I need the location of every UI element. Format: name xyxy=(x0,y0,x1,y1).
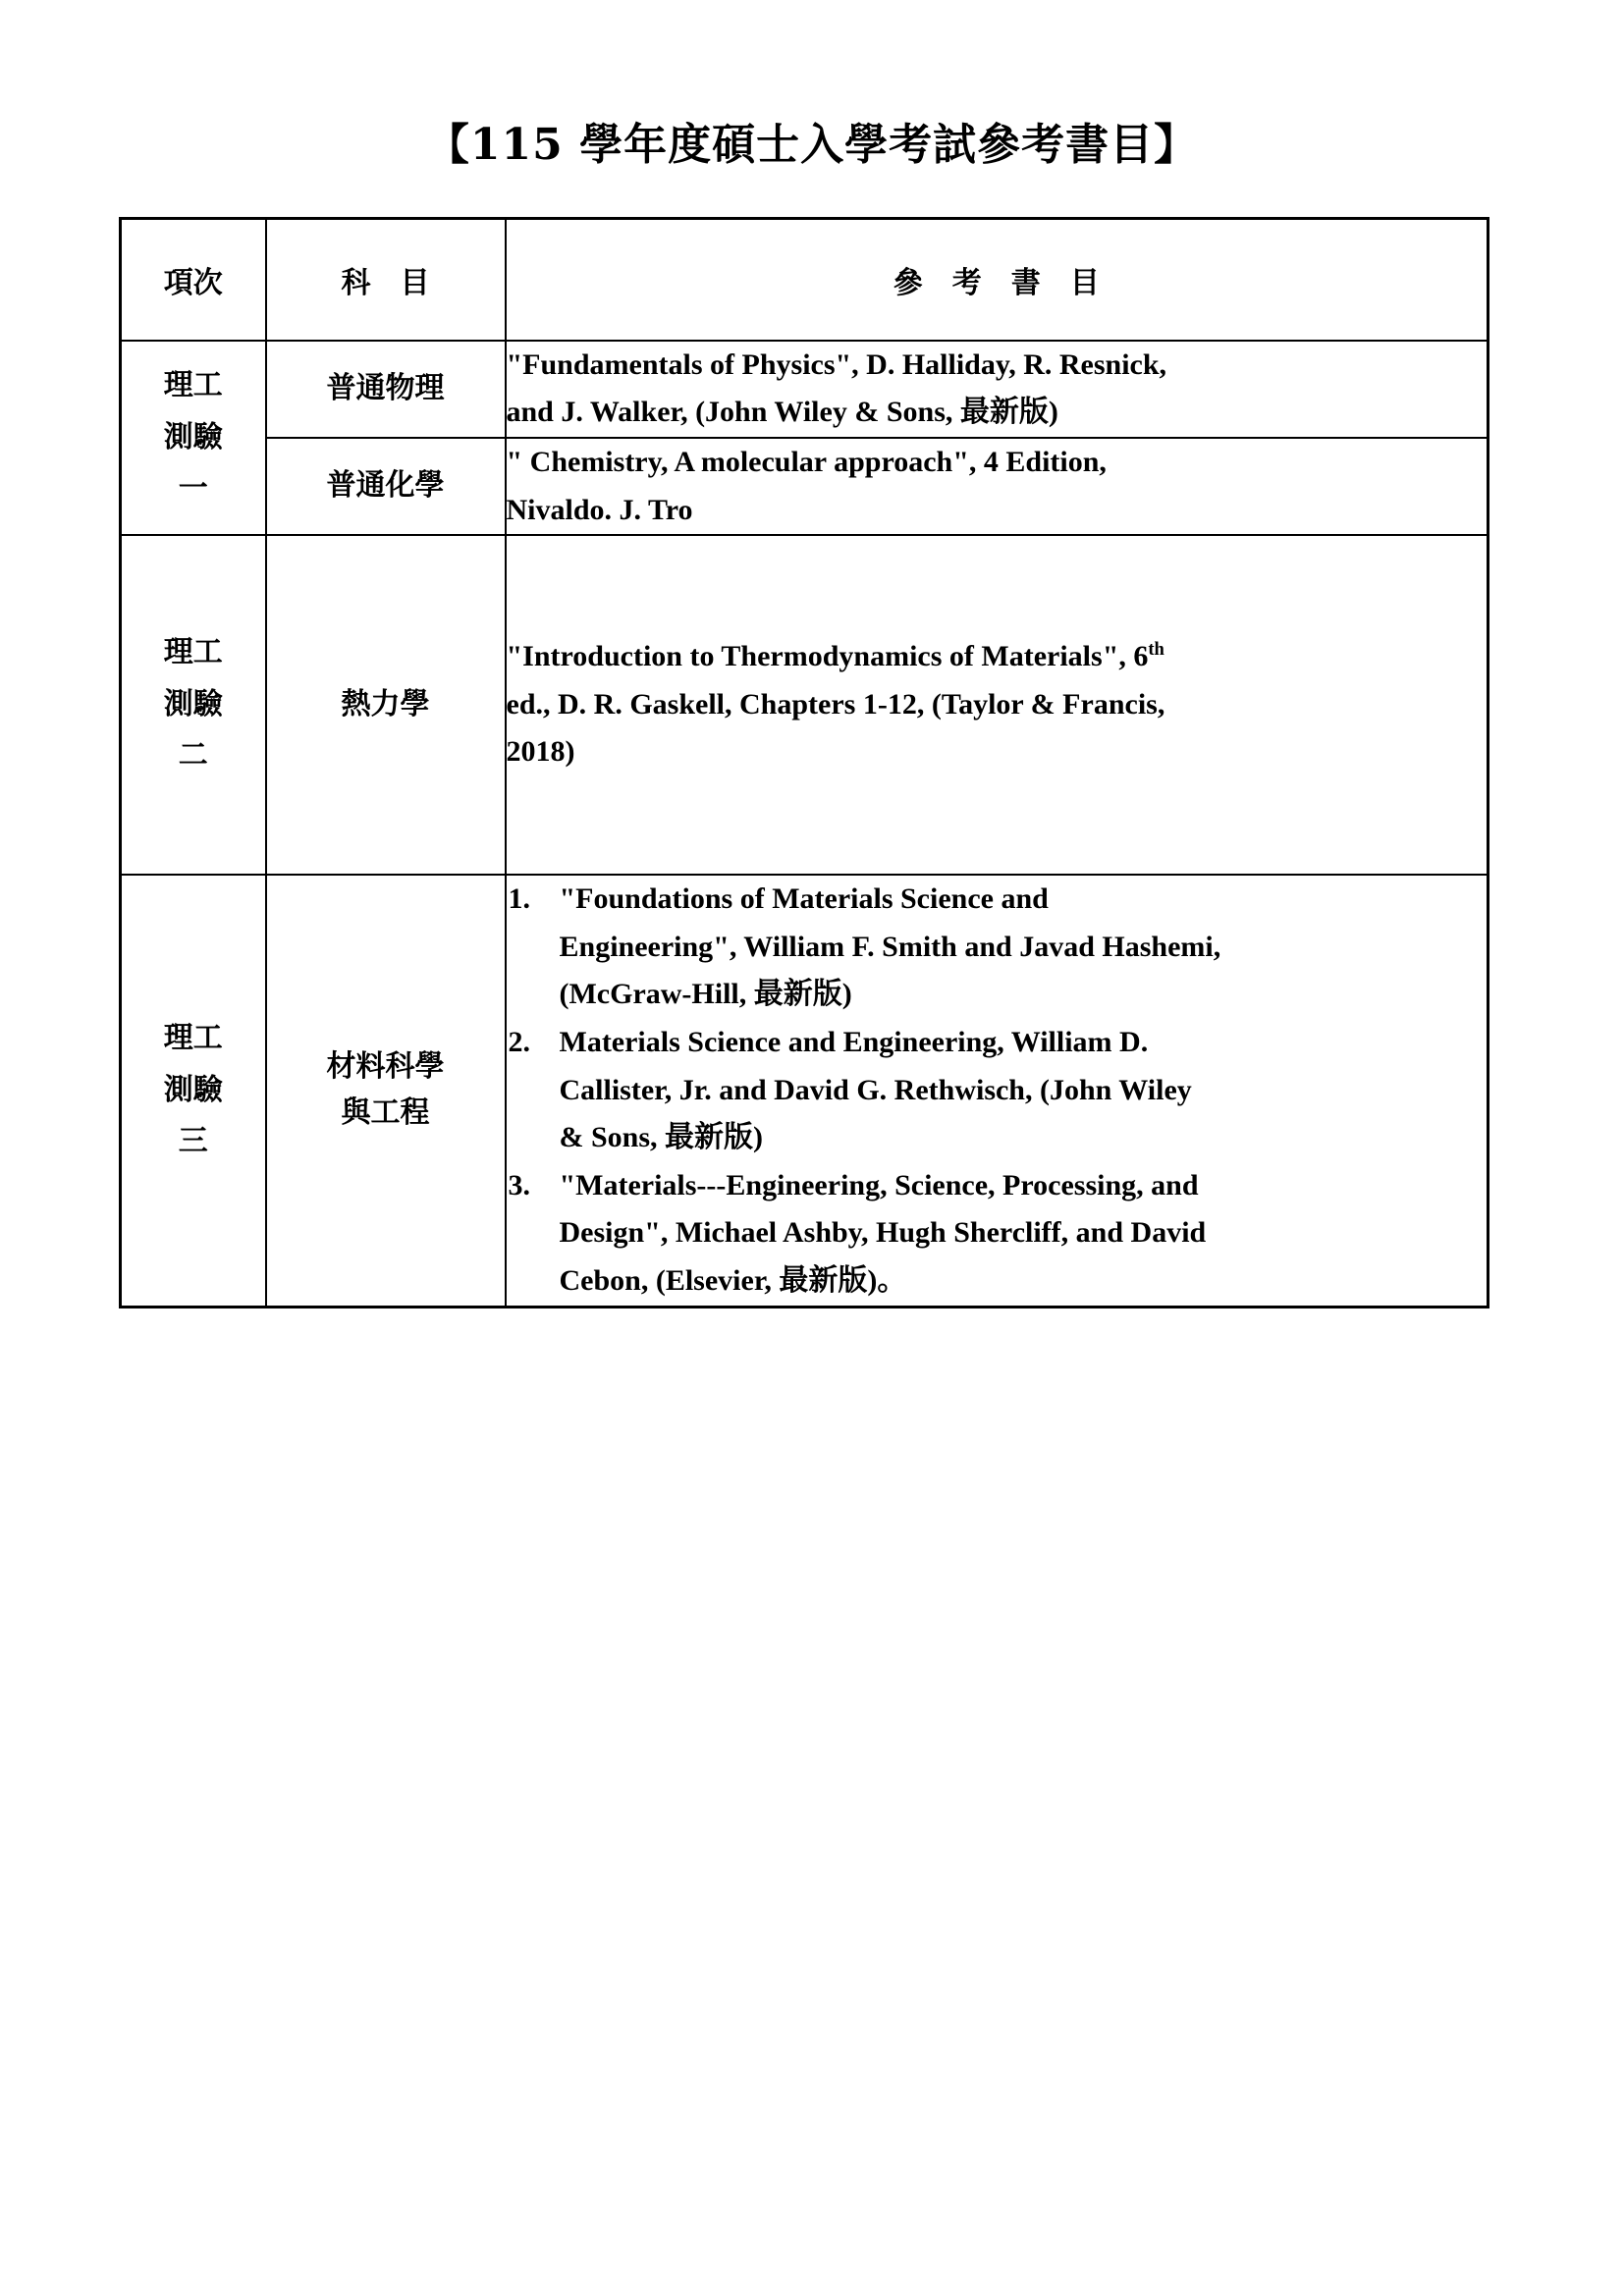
books-cell-chemistry xyxy=(506,438,1489,535)
books-cell-materials-science xyxy=(506,875,1489,1307)
list-item xyxy=(507,876,1488,1019)
index-cell-group-2 xyxy=(121,535,266,875)
book-line-text-main: "Introduction to Thermodynamics of Materials", 6 xyxy=(506,640,1149,673)
header-cell-subject: 科 目 xyxy=(266,218,506,341)
book-line: Engineering", William F. Smith and Javad Hashemi, xyxy=(559,930,1221,963)
index-line: 測驗 xyxy=(163,686,223,721)
index-line: 二 xyxy=(178,738,208,774)
list-item-number: 3. xyxy=(508,1168,530,1201)
subject-cell-materials-science xyxy=(266,875,506,1307)
index-line: 測驗 xyxy=(163,1072,223,1107)
book-line: Nivaldo. J. Tro xyxy=(506,493,693,526)
index-line: 測驗 xyxy=(163,419,223,454)
index-line: 理工 xyxy=(163,1021,223,1056)
book-line: & Sons, 最新版) xyxy=(559,1121,764,1154)
book-line: Materials Science and Engineering, William D. xyxy=(559,1025,1149,1058)
table-row xyxy=(121,535,1489,875)
index-line: 三 xyxy=(178,1124,208,1159)
book-line: and J. Walker, (John Wiley & Sons, 最新版) xyxy=(506,396,1058,429)
subject-cell-thermodynamics: 熱力學 xyxy=(266,535,506,875)
header-cell-index: 項次 xyxy=(121,218,266,341)
list-item-number: 2. xyxy=(508,1025,530,1058)
table-row xyxy=(121,875,1489,1307)
book-line: 2018) xyxy=(506,735,575,769)
book-ordered-list xyxy=(507,876,1488,1305)
books-cell-physics xyxy=(506,341,1489,438)
book-line: Callister, Jr. and David G. Rethwisch, (John Wiley xyxy=(559,1073,1192,1106)
header-cell-books: 參 考 書 目 xyxy=(506,218,1489,341)
reference-book-table xyxy=(119,217,1489,1308)
book-line: "Fundamentals of Physics", D. Halliday, R. Resnick, xyxy=(506,347,1167,381)
subject-cell-chemistry: 普通化學 xyxy=(266,438,506,535)
list-item-number: 1. xyxy=(508,882,530,916)
books-cell-thermodynamics xyxy=(506,535,1489,875)
page-title: 【115 學年度碩士入學考試參考書目】 xyxy=(425,120,1199,170)
reference-book-table-container xyxy=(0,217,1624,1308)
subject-line: 材料科學 xyxy=(326,1049,445,1085)
table-row xyxy=(121,438,1489,535)
index-line: 理工 xyxy=(163,368,223,403)
list-item xyxy=(507,1162,1488,1306)
subject-line: 與工程 xyxy=(341,1095,430,1130)
ordinal-suffix: th xyxy=(1148,639,1164,661)
index-line: 一 xyxy=(178,471,208,507)
book-line: Cebon, (Elsevier, 最新版)。 xyxy=(559,1263,907,1297)
book-line: (McGraw-Hill, 最新版) xyxy=(559,978,852,1011)
book-line: ed., D. R. Gaskell, Chapters 1-12, (Taylor & Francis, xyxy=(506,687,1165,721)
book-line xyxy=(507,633,1488,681)
book-line: " Chemistry, A molecular approach", 4 Edition, xyxy=(506,445,1107,478)
index-cell-group-3 xyxy=(121,875,266,1307)
book-line: "Foundations of Materials Science and xyxy=(559,882,1049,916)
list-item xyxy=(507,1019,1488,1162)
index-cell-group-1 xyxy=(121,341,266,535)
table-row xyxy=(121,341,1489,438)
subject-cell-physics: 普通物理 xyxy=(266,341,506,438)
index-line: 理工 xyxy=(163,635,223,670)
book-line: Design", Michael Ashby, Hugh Shercliff, and David xyxy=(559,1216,1207,1250)
book-line: "Materials---Engineering, Science, Processing, and xyxy=(559,1168,1199,1201)
table-header-row xyxy=(121,218,1489,341)
